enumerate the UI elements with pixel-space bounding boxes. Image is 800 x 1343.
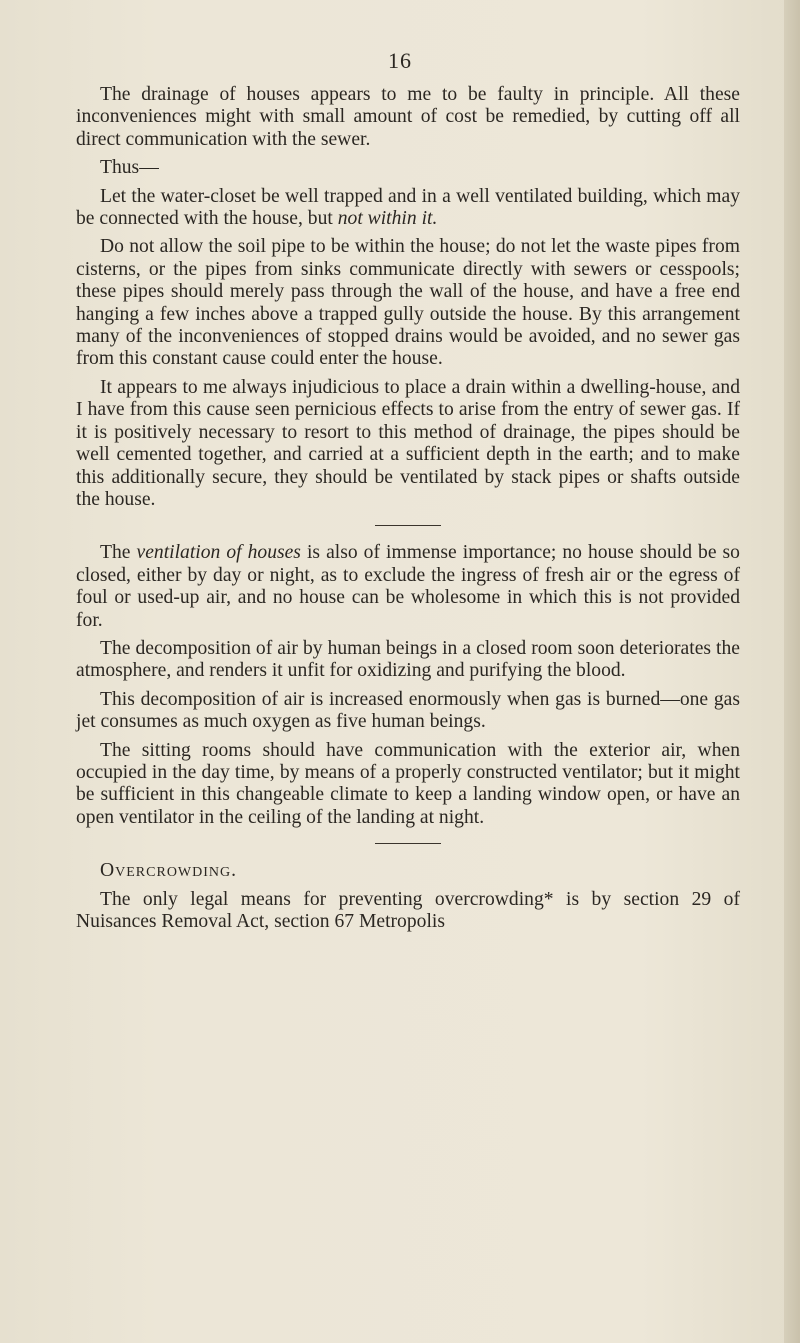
paragraph-ventilation bbox=[76, 542, 740, 632]
paragraph-soil-pipe: Do not allow the soil pipe to be within the house; do not let the waste pipes from cisterns, or the pipes from sinks communicate directly with sewers or cesspools; these pipes should merely pass through the wall of the house, and have a free end hanging a few inches above a trapped gully outside the house. By this arrangement many of the inconveniences of stopped drains would be avoided, and no sewer gas from this constant cause could enter the house. bbox=[76, 236, 740, 370]
heading-overcrowding: Overcrowding. bbox=[100, 860, 238, 882]
water-closet-text: Let the water-closet be well trapped and in a well ventilated building, which may be connected with the house, but bbox=[76, 185, 740, 230]
page-number: 16 bbox=[388, 48, 412, 73]
ventilation-after: is also of immense importance; no house should be so closed, either by day or night, as to exclude the ingress of fresh air or the egress of foul or used-up air, and no house can be wholesome in which this is not provided for. bbox=[76, 542, 740, 631]
ventilation-before: The bbox=[100, 542, 137, 564]
paragraph-water-closet bbox=[76, 186, 740, 231]
paragraph-drain-within: It appears to me always injudicious to place a drain within a dwelling-house, and I have from this cause seen pernicious effects to arise from the entry of sewer gas. If it is positively necessary to resort to this method of drainage, the pipes should be well cemented together, and carried at a sufficient depth in the earth; and to make this additionally secure, they should be ventilated by stack pipes or shafts outside the house. bbox=[76, 376, 740, 510]
paragraph-gas: This decomposition of air is increased enormously when gas is burned—one gas jet consumes as much oxygen as five human beings. bbox=[76, 688, 740, 733]
section-divider-2 bbox=[375, 843, 441, 844]
emphasis-not-within: not within it. bbox=[337, 208, 438, 230]
section-divider bbox=[375, 525, 441, 526]
paragraph-decomposition: The decomposition of air by human beings in a closed room soon deteriorates the atmosphere, and renders it unfit for oxidizing and purifying the blood. bbox=[76, 637, 740, 682]
paragraph-thus: Thus— bbox=[100, 157, 159, 179]
emphasis-ventilation: ventilation of houses bbox=[136, 542, 301, 564]
paragraph-drainage: The drainage of houses appears to me to be faulty in principle. All these inconveniences might with small amount of cost be remedied, by cutting off all direct communication with the sewer. bbox=[76, 84, 740, 150]
page-edge bbox=[784, 0, 800, 1343]
paragraph-overcrowding: The only legal means for preventing overcrowding* is by section 29 of Nuisances Removal Act, section 67 Metropolis bbox=[76, 888, 740, 932]
paragraph-sitting-rooms: The sitting rooms should have communication with the exterior air, when occupied in the day time, by means of a properly constructed ventilator; but it might be sufficient in this changeable climate to keep a landing window open, or have an open ventilator in the ceiling of the landing at night. bbox=[76, 739, 740, 828]
body-text bbox=[76, 84, 740, 939]
